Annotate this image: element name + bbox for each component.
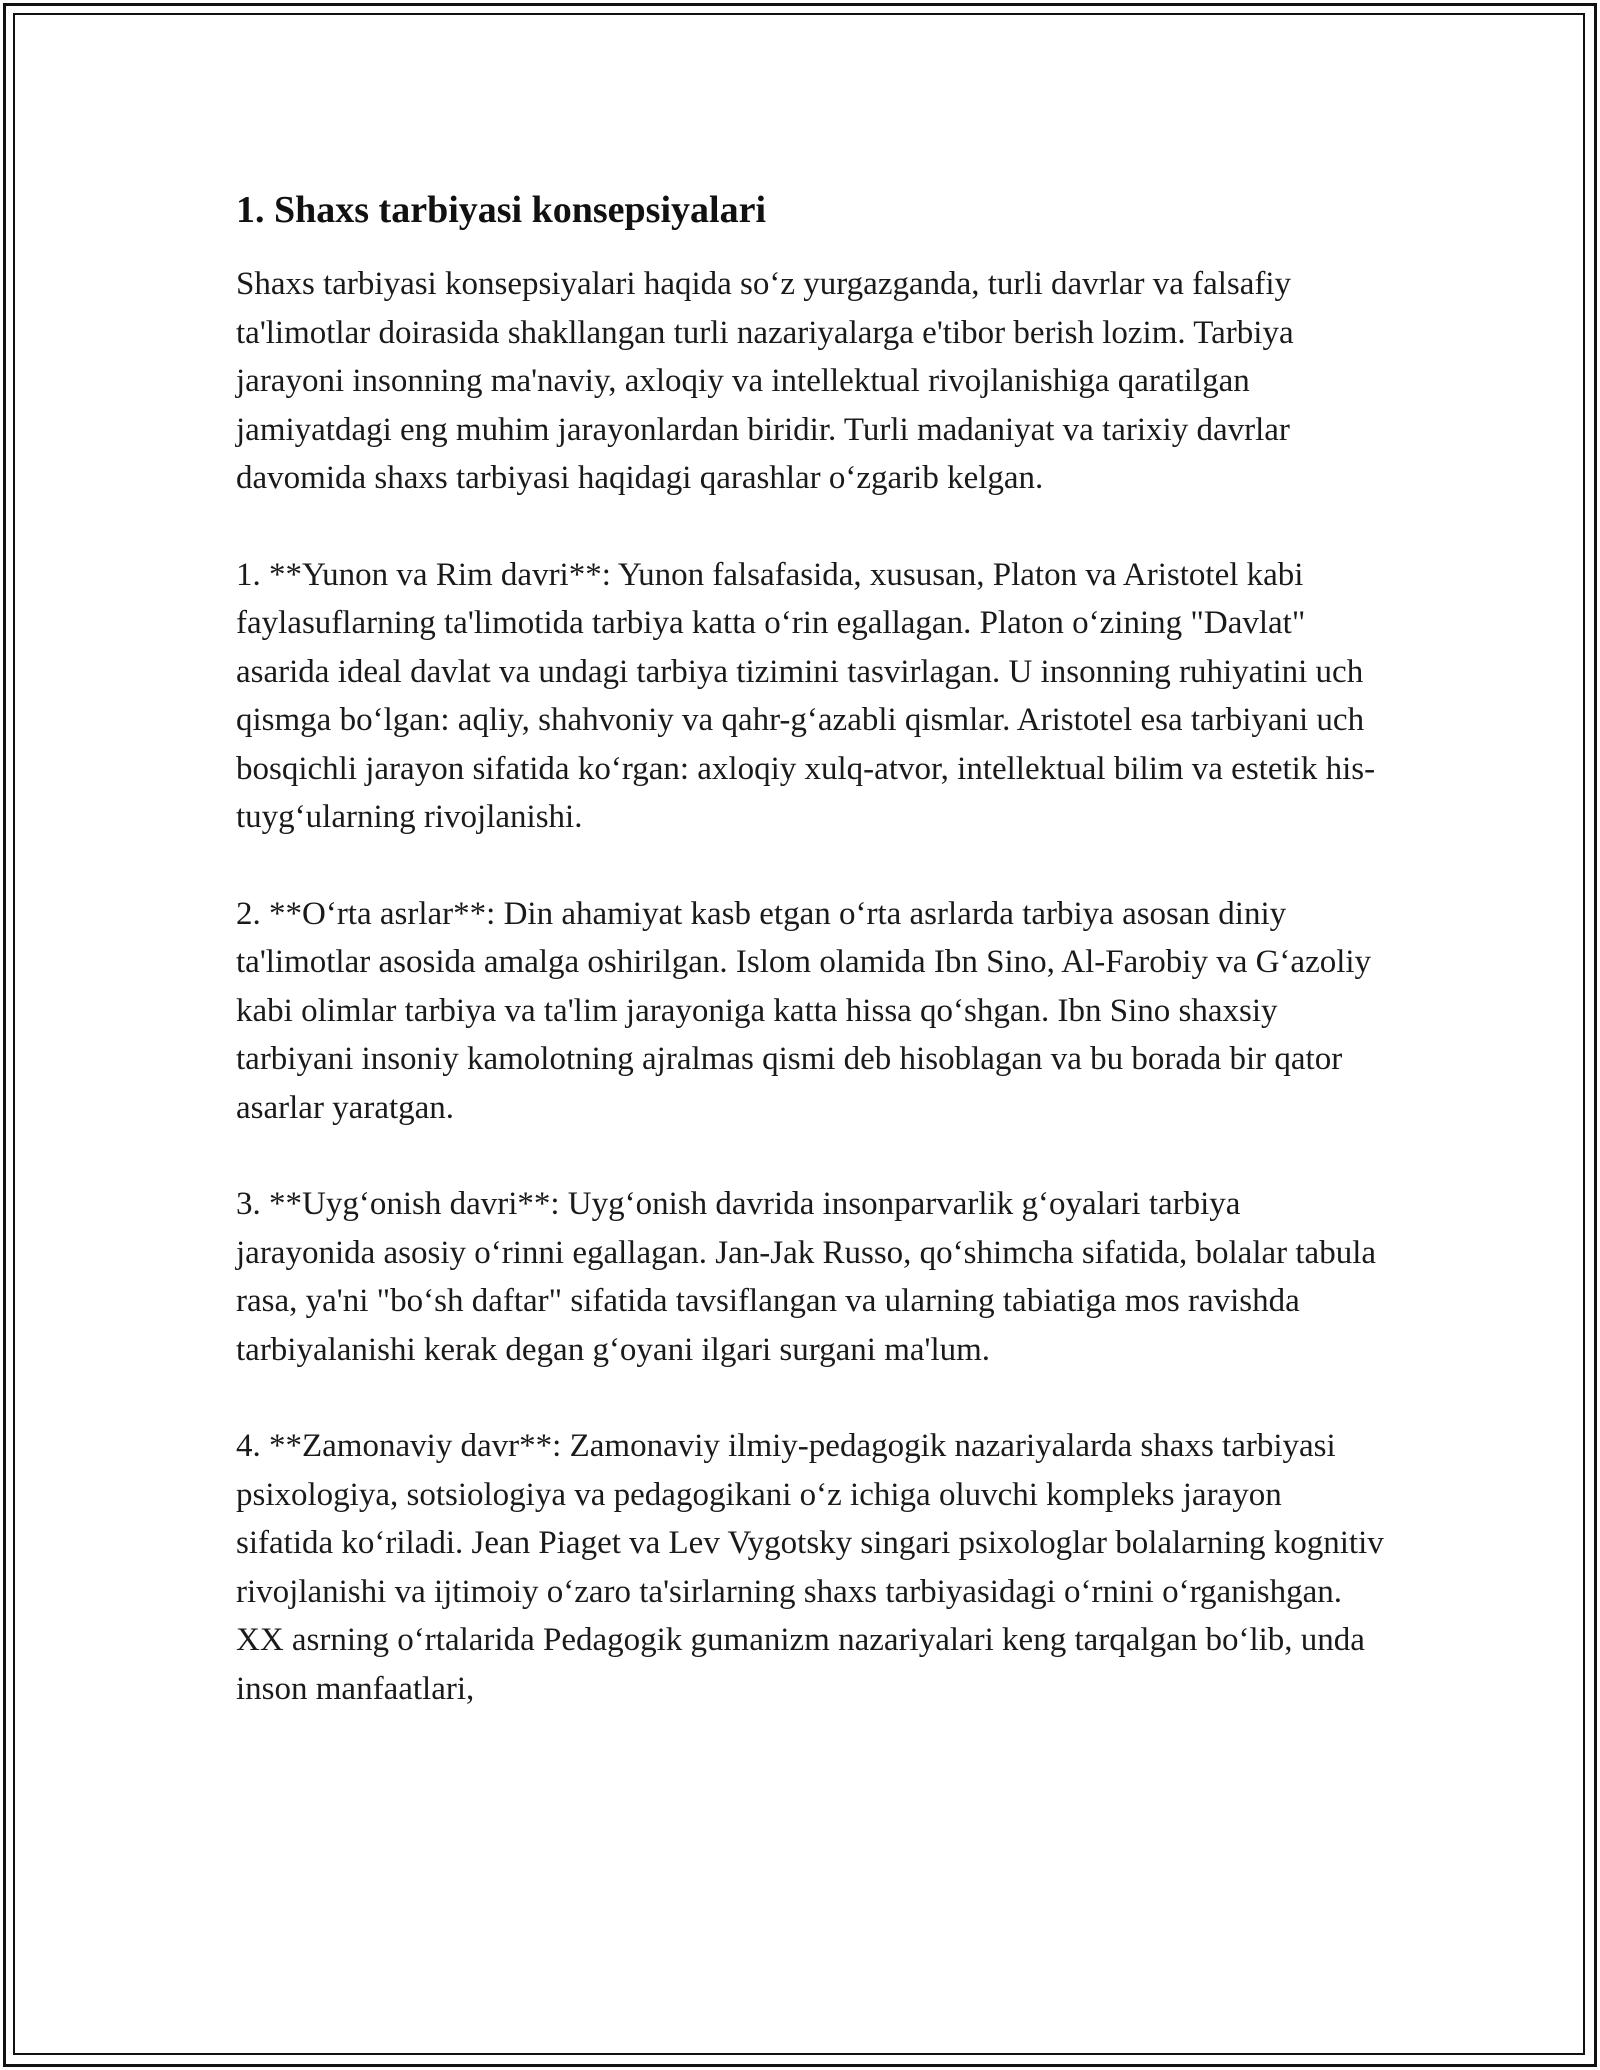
intro-paragraph: Shaxs tarbiyasi konsepsiyalari haqida so‘z yurgazganda, turli davrlar va falsafiy ta'limotlar doirasida shakllangan turli nazariyalarga e'tibor berish lozim. Tarbiya jarayoni insonning ma'naviy, axloqiy va intellektual rivojlanishiga qaratilgan jamiyatdagi eng muhim jarayonlardan biridir. Turli madaniyat va tarixiy davrlar davomida shaxs tarbiyasi haqidagi qarashlar o‘zgarib kelgan. [236,266,1294,496]
paragraph-middle-ages: 2. **O‘rta asrlar**: Din ahamiyat kasb etgan o‘rta asrlarda tarbiya asosan diniy ta'limotlar asosida amalga oshirilgan. Islom olamida Ibn Sino, Al-Farobiy va G‘azoliy kabi olimlar tarbiya va ta'lim jarayoniga katta hissa qo‘shgan. Ibn Sino shaxsiy tarbiyani insoniy kamolotning ajralmas qismi deb hisoblagan va bu borada bir qator asarlar yaratgan. [236,895,1372,1126]
paragraph-greek-roman-era: 1. **Yunon va Rim davri**: Yunon falsafasida, xususan, Platon va Aristotel kabi faylasuflarning ta'limotida tarbiya katta o‘rin egallagan. Platon o‘zining "Davlat" asarida ideal davlat va undagi tarbiya tizimini tasvirlagan. U insonning ruhiyatini uch qismga bo‘lgan: aqliy, shahvoniy va qahr-g‘azabli qismlar. Aristotel esa tarbiyani uch bosqichli jarayon sifatida ko‘rgan: axloqiy xulq-atvor, intellektual bilim va estetik his-tuyg‘ularning rivojlanishi. [236,556,1376,835]
section-heading: 1. Shaxs tarbiyasi konsepsiyalari [236,189,766,231]
paragraph-modern-era: 4. **Zamonaviy davr**: Zamonaviy ilmiy-pedagogik nazariyalarda shaxs tarbiyasi psixologiya, sotsiologiya va pedagogikani o‘z ichiga oluvchi kompleks jarayon sifatida ko‘riladi. Jean Piaget va Lev Vygotsky singari psixologlar bolalarning kognitiv rivojlanishi va ijtimoiy o‘zaro ta'sirlarning shaxs tarbiyasidagi o‘rnini o‘rganishgan. XX asrning o‘rtalarida Pedagogik gumanizm nazariyalari keng tarqalgan bo‘lib, unda inson manfaatlari, [236,1428,1384,1707]
paragraph-renaissance: 3. **Uyg‘onish davri**: Uyg‘onish davrida insonparvarlik g‘oyalari tarbiya jarayonida asosiy o‘rinni egallagan. Jan-Jak Russo, qo‘shimcha sifatida, bolalar tabula rasa, ya'ni "bo‘sh daftar" sifatida tavsiflangan va ularning tabiatiga mos ravishda tarbiyalanishi kerak degan g‘oyani ilgari surgani ma'lum. [236,1186,1377,1368]
document-body [236,186,1386,1713]
